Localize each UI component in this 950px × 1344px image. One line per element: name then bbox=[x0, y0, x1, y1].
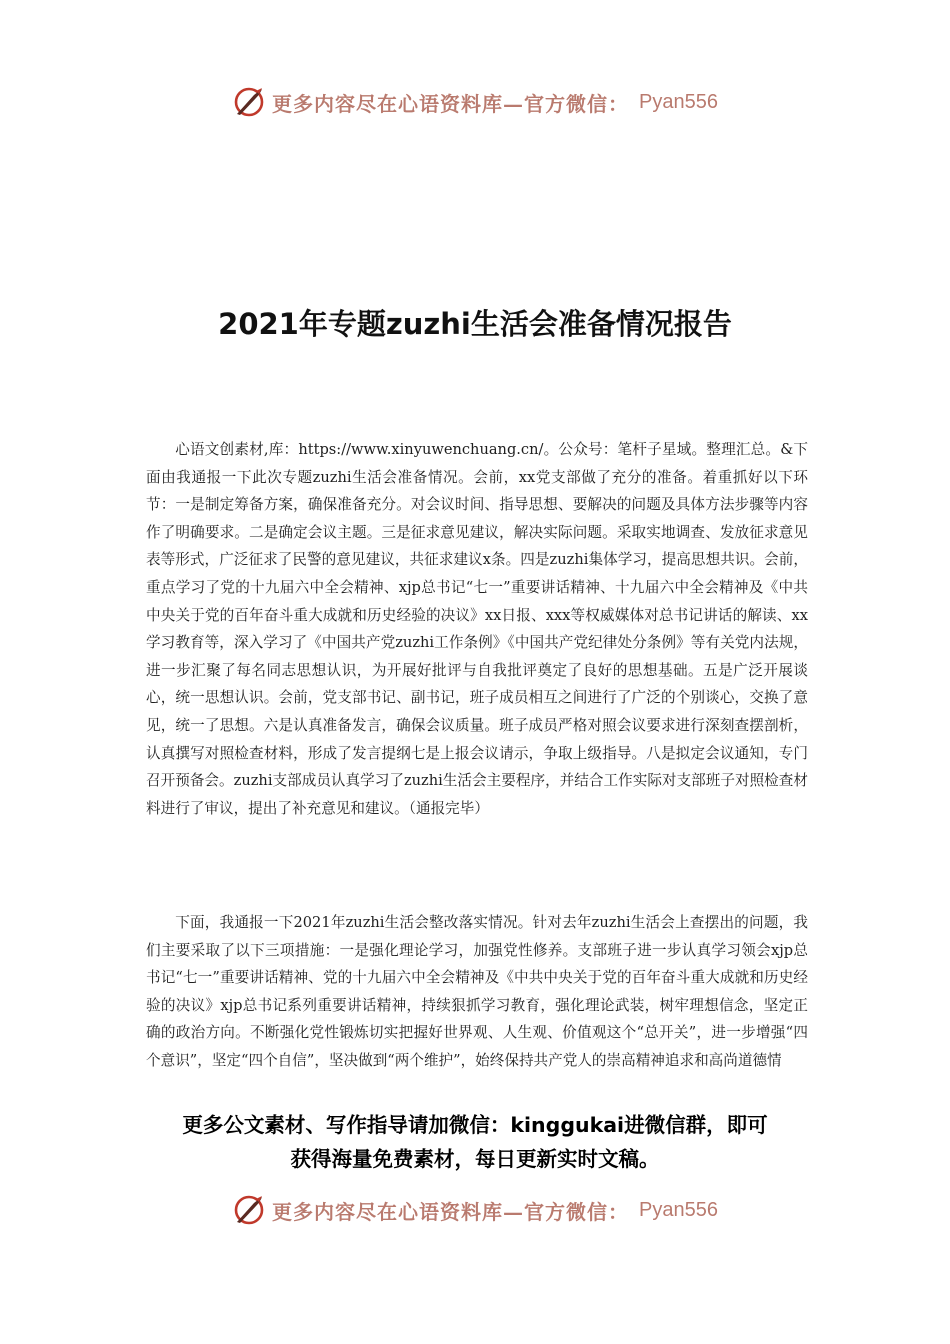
paragraph-preparation: 心语文创素材,库：https://www.xinyuwenchuang.cn/。公众号：笔杆子星域。整理汇总。&下面由我通报一下此次专题zuzhi生活会准备情况。会前，xx党支部做了充分的准备。着重抓好以下环节：一是制定筹备方案，确保准备充分。对会议时间、指导思想、要解决的问题及具体方法步骤等内容作了明确要求。二是确定会议主题。三是征求意见建议，解决实际问题。采取实地调查、发放征求意见表等形式，广泛征求了民警的意见建议，共征求建议x条。四是zuzhi集体学习，提高思想共识。会前，重点学习了党的十九届六中全会精神、xjp总书记“七一”重要讲话精神、十九届六中全会精神及《中共中央关于党的百年奋斗重大成就和历史经验的决议》xx日报、xxx等权威媒体对总书记讲话的解读、xx学习教育等，深入学习了《中国共产党zuzhi工作条例》《中国共产党纪律处分条例》等有关党内法规，进一步汇聚了每名同志思想认识，为开展好批评与自我批评奠定了良好的思想基础。五是广泛开展谈心，统一思想认识。会前，党支部书记、副书记，班子成员相互之间进行了广泛的个别谈心，交换了意见，统一了思想。六是认真准备发言，确保会议质量。班子成员严格对照会议要求进行深刻查摆剖析，认真撰写对照检查材料，形成了发言提纲七是上报会议请示，争取上级指导。八是拟定会议通知，专门召开预备会。zuzhi支部成员认真学习了zuzhi生活会主要程序，并结合工作实际对支部班子对照检查材料进行了审议，提出了补充意见和建议。（通报完毕） bbox=[146, 441, 808, 817]
watermark-text: 更多内容尽在心语资料库—官方微信： bbox=[272, 1199, 630, 1224]
quill-logo-icon bbox=[232, 1193, 266, 1227]
document-title: 2021年专题zuzhi生活会准备情况报告 bbox=[218, 307, 732, 341]
promo-line-1: 更多公文素材、写作指导请加微信：kinggukai进微信群，即可 bbox=[182, 1113, 768, 1137]
watermark-text: 更多内容尽在心语资料库—官方微信： bbox=[272, 91, 630, 116]
watermark-wechat-id: Pyan556 bbox=[639, 90, 718, 113]
watermark-footer bbox=[0, 1190, 950, 1230]
quill-logo-icon bbox=[232, 85, 266, 119]
paragraph-rectification: 下面，我通报一下2021年zuzhi生活会整改落实情况。针对去年zuzhi生活会上查摆出的问题，我们主要采取了以下三项措施：一是强化理论学习，加强党性修养。支部班子进一步认真学习领会xjp总书记“七一”重要讲话精神、党的十九届六中全会精神及《中共中央关于党的百年奋斗重大成就和历史经验的决议》xjp总书记系列重要讲话精神，持续狠抓学习教育，强化理论武装，树牢理想信念，坚定正确的政治方向。不断强化党性锻炼切实把握好世界观、人生观、价值观这个“总开关”，进一步增强“四个意识”，坚定“四个自信”，坚决做到“两个维护”，始终保持共产党人的崇高精神追求和高尚道德情 bbox=[146, 914, 808, 1069]
promo-line-2: 获得海量免费素材，每日更新实时文稿。 bbox=[290, 1147, 660, 1171]
watermark-wechat-id: Pyan556 bbox=[639, 1198, 718, 1221]
watermark-header bbox=[0, 82, 950, 122]
promo-banner bbox=[130, 1108, 820, 1176]
